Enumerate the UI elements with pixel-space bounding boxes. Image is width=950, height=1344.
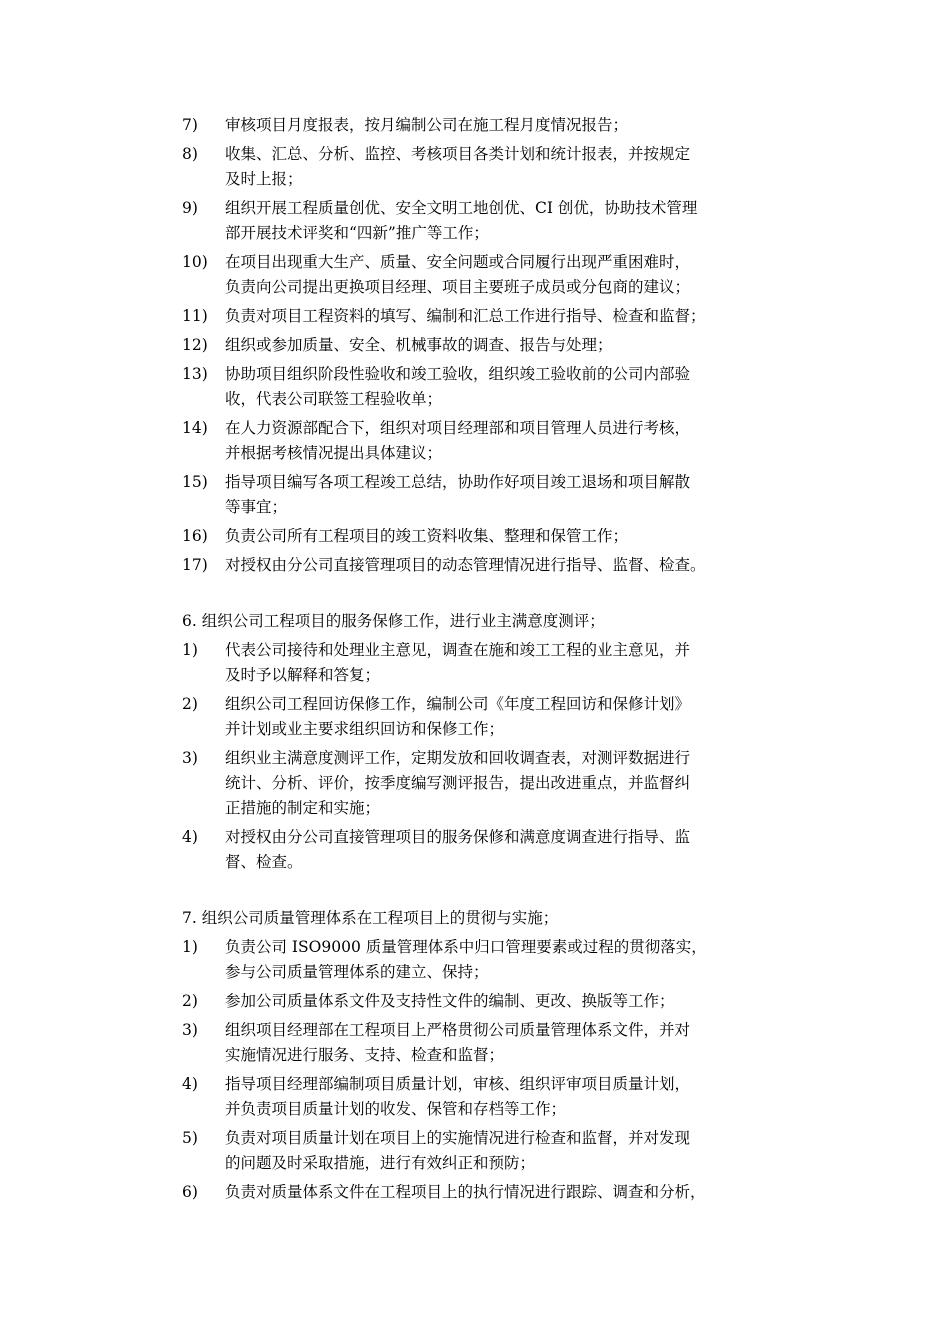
list-item-text-line: 督、检查。 [225, 853, 303, 871]
list-item-text-line: 参加公司质量体系文件及支持性文件的编制、更改、换版等工作； [225, 992, 675, 1010]
list-item [182, 113, 812, 138]
list-item [182, 333, 812, 358]
list-item-text-line: 负责向公司提出更换项目经理、项目主要班子成员或分包商的建议； [225, 278, 691, 296]
list-item-text-line: 部开展技术评奖和“四新”推广等工作； [225, 224, 489, 242]
list-item [182, 304, 812, 329]
list-item-number: 9) [182, 199, 198, 217]
list-item-text-line: 及时予以解释和答复； [225, 666, 381, 684]
list-item [182, 142, 812, 192]
list-item-number: 7) [182, 116, 198, 134]
list-item-number: 3) [182, 1021, 198, 1039]
list-item-text-line: 代表公司接待和处理业主意见，调查在施和竣工工程的业主意见，并 [225, 641, 691, 659]
list-item [182, 362, 812, 412]
list-item-text-line: 参与公司质量管理体系的建立、保持； [225, 963, 489, 981]
list-item-number: 1) [182, 938, 198, 956]
list-item-text-line: 收，代表公司联签工程验收单； [225, 390, 443, 408]
list-item-text-line: 对授权由分公司直接管理项目的服务保修和满意度调查进行指导、监 [225, 828, 691, 846]
list-item [182, 746, 812, 821]
list-item-number: 16) [182, 527, 208, 545]
list-item [182, 250, 812, 300]
list-item-text-line: 并负责项目质量计划的收发、保管和存档等工作； [225, 1100, 567, 1118]
section-5-list [182, 113, 812, 578]
section-6-list [182, 638, 812, 875]
list-item-text-line: 组织项目经理部在工程项目上严格贯彻公司质量管理体系文件，并对 [225, 1021, 691, 1039]
list-item-text-line: 并根据考核情况提出具体建议； [225, 444, 443, 462]
list-item-text-line: 正措施的制定和实施； [225, 799, 381, 817]
list-item-text-line: 在项目出现重大生产、质量、安全问题或合同履行出现严重困难时， [225, 253, 691, 271]
list-item-number: 15) [182, 473, 208, 491]
list-item [182, 989, 812, 1014]
list-item-text-line: 负责对项目质量计划在项目上的实施情况进行检查和监督，并对发现 [225, 1129, 691, 1147]
list-item-number: 2) [182, 992, 198, 1010]
list-item-text-line: 收集、汇总、分析、监控、考核项目各类计划和统计报表，并按规定 [225, 145, 691, 163]
list-item [182, 416, 812, 466]
list-item-text-line: 对授权由分公司直接管理项目的动态管理情况进行指导、监督、检查。 [225, 556, 706, 574]
list-item [182, 692, 812, 742]
list-item [182, 1126, 812, 1176]
list-item-text-line: 组织公司工程回访保修工作，编制公司《年度工程回访和保修计划》 [225, 695, 691, 713]
section-7-list [182, 935, 812, 1205]
list-item-number: 4) [182, 1075, 198, 1093]
section-spacer [182, 879, 812, 906]
list-item [182, 1018, 812, 1068]
list-item-text-line: 负责对质量体系文件在工程项目上的执行情况进行跟踪、调查和分析， [225, 1183, 706, 1201]
list-item [182, 196, 812, 246]
list-item [182, 935, 812, 985]
list-item-number: 2) [182, 695, 198, 713]
list-item [182, 1180, 812, 1205]
list-item-text-line: 及时上报； [225, 170, 303, 188]
list-item-text-line: 并计划或业主要求组织回访和保修工作； [225, 720, 505, 738]
list-item-number: 11) [182, 307, 208, 325]
list-item-text-line: 组织或参加质量、安全、机械事故的调查、报告与处理； [225, 336, 613, 354]
list-item [182, 638, 812, 688]
list-item-number: 1) [182, 641, 198, 659]
list-item-text-line: 指导项目编写各项工程竣工总结，协助作好项目竣工退场和项目解散 [225, 473, 691, 491]
list-item [182, 1072, 812, 1122]
list-item-text-line: 组织开展工程质量创优、安全文明工地创优、CI 创优，协助技术管理 [225, 199, 698, 217]
list-item-number: 14) [182, 419, 208, 437]
list-item-number: 4) [182, 828, 198, 846]
list-item-number: 10) [182, 253, 208, 271]
list-item-text-line: 统计、分析、评价，按季度编写测评报告，提出改进重点，并监督纠 [225, 774, 691, 792]
list-item-text-line: 实施情况进行服务、支持、检查和监督； [225, 1046, 505, 1064]
list-item-text-line: 协助项目组织阶段性验收和竣工验收，组织竣工验收前的公司内部验 [225, 365, 691, 383]
list-item-number: 12) [182, 336, 208, 354]
section-7-heading: 7. 组织公司质量管理体系在工程项目上的贯彻与实施； [182, 909, 559, 927]
list-item [182, 524, 812, 549]
list-item-number: 6) [182, 1183, 198, 1201]
list-item [182, 470, 812, 520]
list-item-text-line: 负责公司 ISO9000 质量管理体系中归口管理要素或过程的贯彻落实， [225, 938, 707, 956]
list-item-text-line: 审核项目月度报表，按月编制公司在施工程月度情况报告； [225, 116, 629, 134]
list-item-number: 8) [182, 145, 198, 163]
list-item-number: 5) [182, 1129, 198, 1147]
list-item-text-line: 的问题及时采取措施，进行有效纠正和预防； [225, 1154, 536, 1172]
list-item-number: 3) [182, 749, 198, 767]
list-item-text-line: 指导项目经理部编制项目质量计划，审核、组织评审项目质量计划， [225, 1075, 691, 1093]
list-item-text-line: 组织业主满意度测评工作，定期发放和回收调查表，对测评数据进行 [225, 749, 691, 767]
list-item-text-line: 在人力资源部配合下，组织对项目经理部和项目管理人员进行考核， [225, 419, 691, 437]
list-item-number: 13) [182, 365, 208, 383]
section-6-heading: 6. 组织公司工程项目的服务保修工作，进行业主满意度测评； [182, 612, 605, 630]
document-body [182, 113, 812, 1209]
section-spacer [182, 582, 812, 609]
list-item-number: 17) [182, 556, 208, 574]
list-item-text-line: 负责公司所有工程项目的竣工资料收集、整理和保管工作； [225, 527, 629, 545]
list-item-text-line: 负责对项目工程资料的填写、编制和汇总工作进行指导、检查和监督； [225, 307, 706, 325]
list-item-text-line: 等事宜； [225, 498, 288, 516]
list-item [182, 825, 812, 875]
list-item [182, 553, 812, 578]
